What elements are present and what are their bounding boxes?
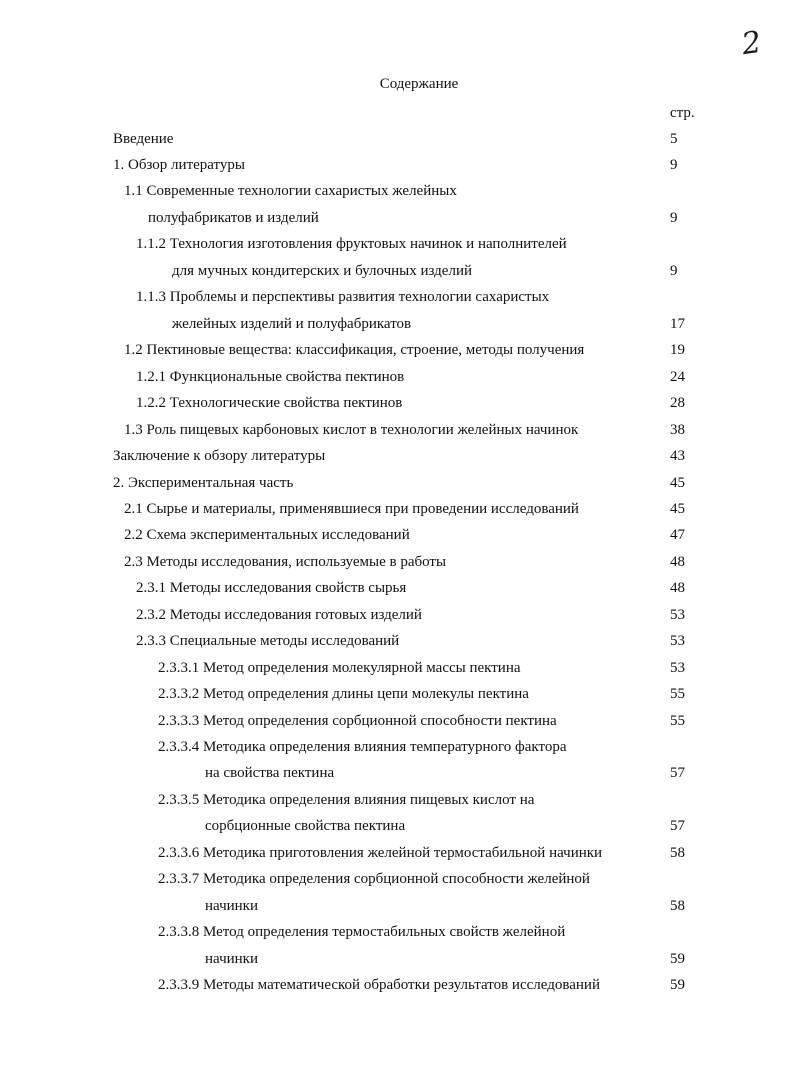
toc-entry-page: 45: [670, 475, 685, 491]
toc-entry-text: 2.3 Методы исследования, используемые в работы: [124, 554, 447, 570]
toc-entry-text: Введение: [113, 131, 174, 147]
toc-entry-page: 9: [670, 210, 678, 226]
toc-entry-page: 48: [670, 554, 685, 570]
toc-entry-page: 45: [670, 501, 685, 517]
toc-entry-page: 43: [670, 448, 685, 464]
toc-entry-text: 2.3.1 Методы исследования свойств сырья: [136, 580, 407, 596]
toc-entry-text: 1.2 Пектиновые вещества: классификация, строение, методы получения: [124, 342, 585, 358]
toc-entry-text: на свойства пектина: [205, 765, 335, 781]
toc-entry-page: 48: [670, 580, 685, 596]
toc-entry-text: начинки: [205, 898, 258, 914]
toc-entry-page: 38: [670, 422, 685, 438]
toc-entry-text: 2.3.2 Методы исследования готовых изделий: [136, 607, 422, 623]
toc-entry-text: Заключение к обзору литературы: [113, 448, 326, 464]
toc-entry-page: 17: [670, 316, 685, 332]
toc-entry-page: 24: [670, 369, 685, 385]
toc-entry-page: 59: [670, 977, 685, 993]
toc-entry-text: 2.3.3 Специальные методы исследований: [136, 633, 400, 649]
toc-entry-page: 58: [670, 845, 685, 861]
page-column-header: стр.: [670, 105, 695, 121]
toc-entry-page: 19: [670, 342, 685, 358]
toc-entry-text: начинки: [205, 951, 258, 967]
toc-entry-text: 2.3.3.8 Метод определения термостабильных свойств желейной: [158, 924, 566, 940]
toc-entry-text: 2. Экспериментальная часть: [113, 475, 294, 491]
toc-entry-text: 1.2.1 Функциональные свойства пектинов: [136, 369, 405, 385]
toc-entry-text: 2.3.3.5 Методика определения влияния пищевых кислот на: [158, 792, 535, 808]
toc-entry-page: 53: [670, 660, 685, 676]
toc-entry-text: 2.3.3.2 Метод определения длины цепи молекулы пектина: [158, 686, 529, 702]
toc-entry-page: 53: [670, 607, 685, 623]
toc-entry-page: 9: [670, 157, 678, 173]
toc-entry-page: 28: [670, 395, 685, 411]
toc-entry-text: 1.1.2 Технология изготовления фруктовых начинок и наполнителей: [136, 236, 567, 252]
toc-entry-text: желейных изделий и полуфабрикатов: [172, 316, 412, 332]
toc-entry-text: 2.3.3.1 Метод определения молекулярной массы пектина: [158, 660, 521, 676]
toc-entry-page: 55: [670, 686, 685, 702]
handwritten-page-number: 2: [739, 24, 764, 63]
toc-entry-text: 1.1.3 Проблемы и перспективы развития технологии сахаристых: [136, 289, 550, 305]
page-title: Содержание: [379, 76, 459, 92]
toc-entry-page: 59: [670, 951, 685, 967]
toc-entry-page: 57: [670, 818, 685, 834]
toc-entry-page: 9: [670, 263, 678, 279]
toc-entry-text: 2.3.3.4 Методика определения влияния температурного фактора: [158, 739, 567, 755]
toc-entry-text: 2.3.3.9 Методы математической обработки результатов исследований: [158, 977, 600, 993]
toc-entry-text: 2.3.3.7 Методика определения сорбционной способности желейной: [158, 871, 590, 887]
toc-entry-page: 58: [670, 898, 685, 914]
toc-entry-page: 53: [670, 633, 685, 649]
toc-entry-text: 1.1 Современные технологии сахаристых желейных: [124, 183, 457, 199]
toc-entry-text: 1. Обзор литературы: [113, 157, 245, 173]
toc-entry-page: 5: [670, 131, 678, 147]
toc-entry-text: полуфабрикатов и изделий: [148, 210, 319, 226]
toc-entry-text: 2.2 Схема экспериментальных исследований: [124, 527, 410, 543]
toc-entry-page: 55: [670, 713, 685, 729]
toc-entry-text: 1.2.2 Технологические свойства пектинов: [136, 395, 403, 411]
toc-entry-text: для мучных кондитерских и булочных изделий: [172, 263, 472, 279]
toc-entry-text: 2.3.3.3 Метод определения сорбционной способности пектина: [158, 713, 557, 729]
toc-entry-page: 47: [670, 527, 685, 543]
toc-entry-text: сорбционные свойства пектина: [205, 818, 406, 834]
toc-entry-page: 57: [670, 765, 685, 781]
toc-entry-text: 1.3 Роль пищевых карбоновых кислот в технологии желейных начинок: [124, 422, 579, 438]
toc-entry-text: 2.1 Сырье и материалы, применявшиеся при проведении исследований: [124, 501, 579, 517]
toc-entry-text: 2.3.3.6 Методика приготовления желейной термостабильной начинки: [158, 845, 603, 861]
